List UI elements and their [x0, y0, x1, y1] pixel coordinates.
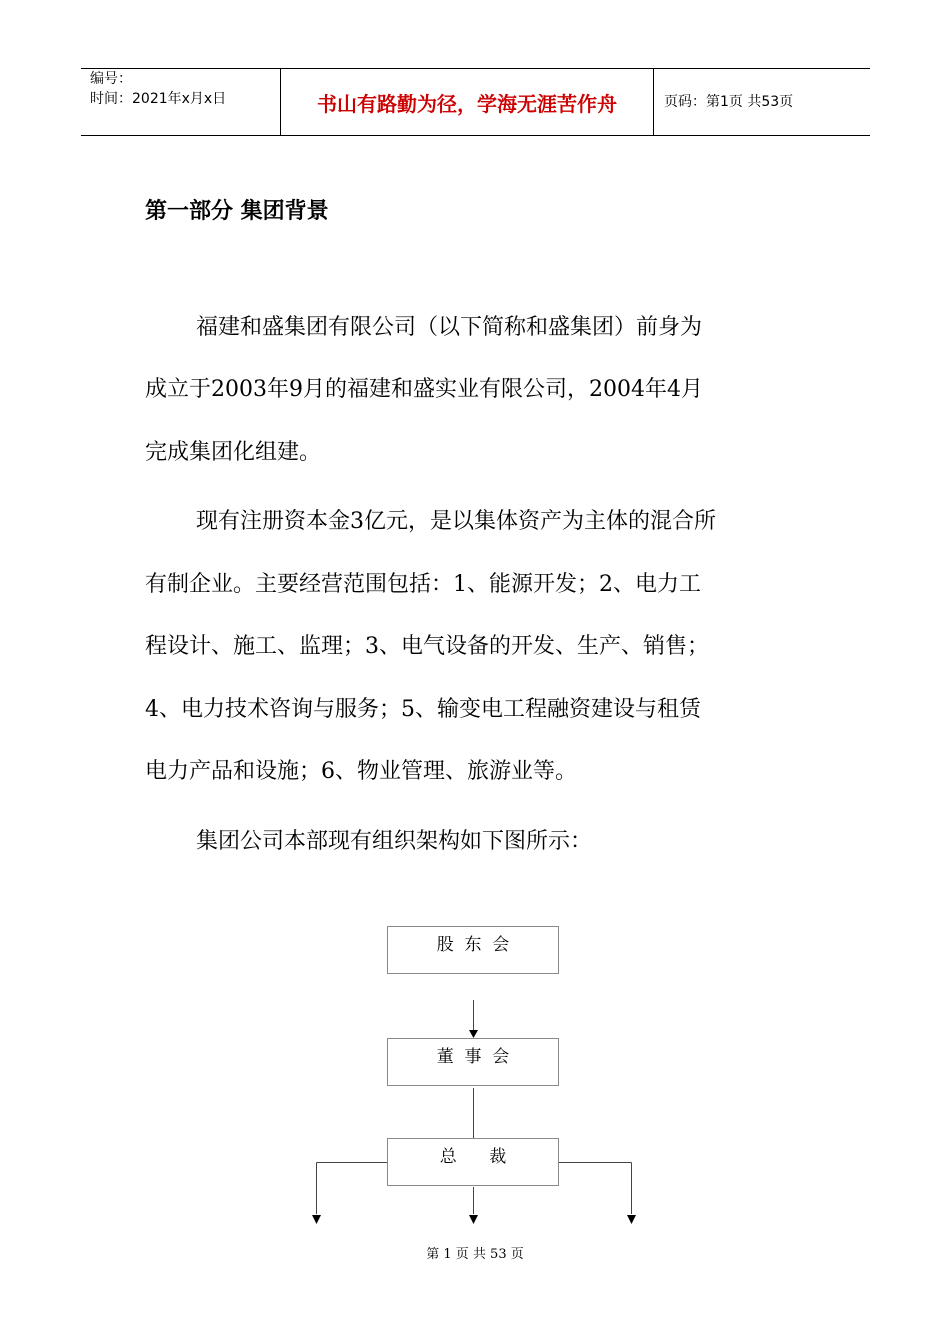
paragraph-1-line-2: 成立于2003年9月的福建和盛实业有限公司，2004年4月: [145, 377, 703, 402]
arrow-down-icon: [469, 1215, 478, 1224]
page-code: 页码：第1页 共53页: [664, 94, 794, 110]
arrow-down-icon: [627, 1215, 636, 1224]
paragraph-2-line-4: 4、电力技术咨询与服务；5、输变电工程融资建设与租赁: [145, 697, 701, 722]
paragraph-3-line-1: 集团公司本部现有组织架构如下图所示：: [196, 829, 593, 854]
arrow-down-icon: [469, 1030, 478, 1038]
paragraph-2-line-3: 程设计、施工、监理；3、电气设备的开发、生产、销售；: [145, 634, 709, 659]
serial-number-label: 编号：: [90, 71, 132, 87]
org-box-president: 总 裁: [387, 1138, 559, 1186]
paragraph-2-line-1: 现有注册资本金3亿元，是以集体资产为主体的混合所: [196, 509, 716, 534]
date-line: 时间：2021年x月x日: [90, 91, 227, 107]
paragraph-1-line-3: 完成集团化组建。: [145, 440, 322, 465]
paragraph-2-line-2: 有制企业。主要经营范围包括：1、能源开发；2、电力工: [145, 572, 701, 597]
page-footer: 第 1 页 共 53 页: [426, 1247, 524, 1262]
section-title: 第一部分 集团背景: [145, 199, 329, 224]
org-box-board: 董 事 会: [387, 1038, 559, 1086]
org-box-shareholders: 股 东 会: [387, 926, 559, 974]
paragraph-1-line-1: 福建和盛集团有限公司（以下简称和盛集团）前身为: [196, 315, 703, 340]
motto-text: 书山有路勤为径，学海无涯苦作舟: [317, 92, 617, 116]
paragraph-2-line-5: 电力产品和设施；6、物业管理、旅游业等。: [145, 759, 577, 784]
arrow-down-icon: [312, 1215, 321, 1224]
